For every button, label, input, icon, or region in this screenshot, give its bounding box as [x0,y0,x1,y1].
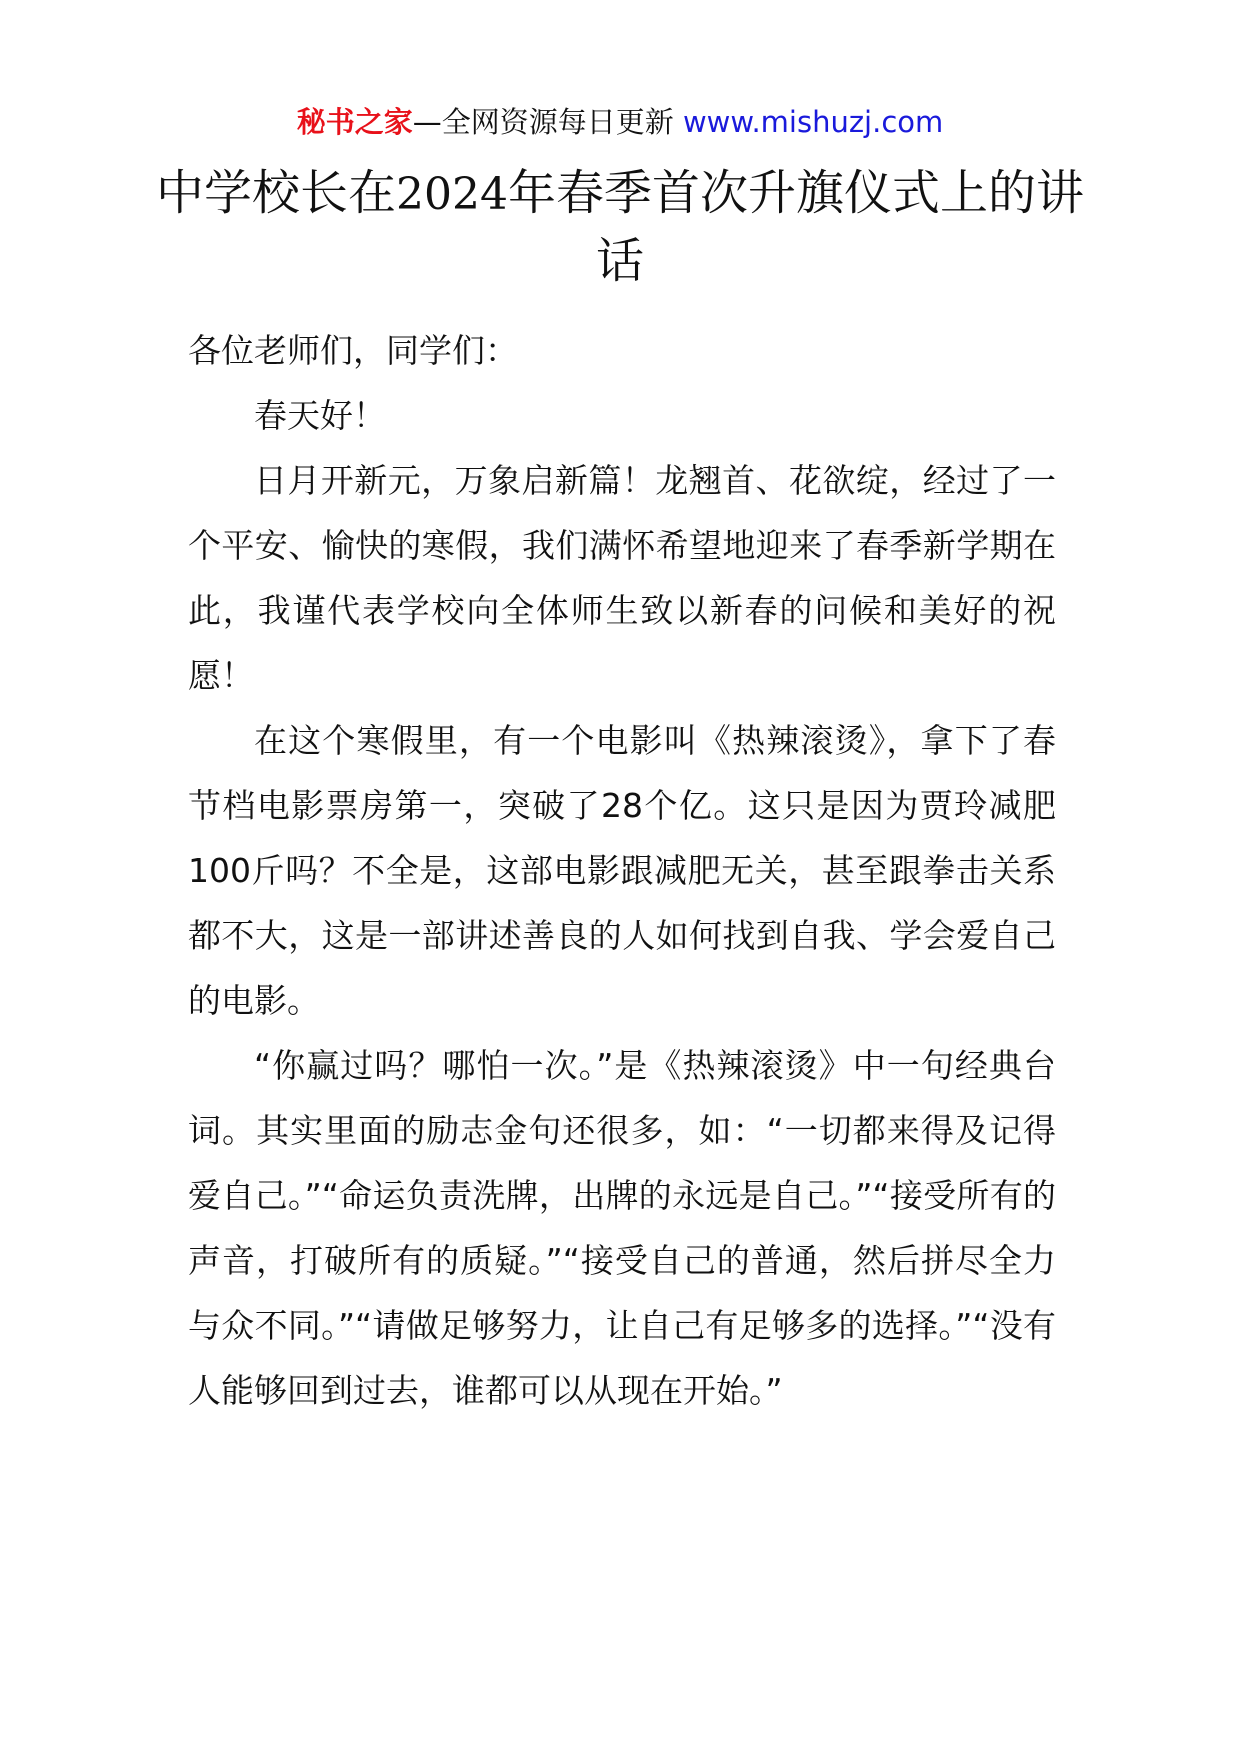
paragraph-greeting: 春天好！ [254,396,386,435]
title-part-2: 年春季首次升旗仪式上的讲话 [507,165,1084,289]
banner-tagline: —全网资源每日更新 [412,105,674,139]
banner-url: www.mishuzj.com [682,105,944,139]
watermark-banner [0,102,1240,142]
banner-brand: 秘书之家 [296,105,413,139]
salutation: 各位老师们，同学们： [188,331,518,370]
document-body [188,318,1056,1423]
title-part-1: 中学校长在 [155,165,396,221]
title-year: 2024 [396,169,508,220]
document-title [150,160,1090,294]
paragraph-movie: 在这个寒假里，有一个电影叫《热辣滚烫》，拿下了春节档电影票房第一，突破了28个亿。这只是因为贾玲减肥100斤吗？不全是，这部电影跟减肥无关，甚至跟拳击关系都不大，这是一部讲述善良的人如何找到自我、学会爱自己的电影。 [188,721,1056,1020]
paragraph-quotes: “你赢过吗？哪怕一次。”是《热辣滚烫》中一句经典台词。其实里面的励志金句还很多，如：“一切都来得及记得爱自己。”“命运负责洗牌，出牌的永远是自己。”“接受所有的声音，打破所有的质疑。”“接受自己的普通，然后拼尽全力与众不同。”“请做足够努力，让自己有足够多的选择。”“没有人能够回到过去，谁都可以从现在开始。” [188,1046,1056,1410]
paragraph-new-term: 日月开新元，万象启新篇！龙翘首、花欲绽，经过了一个平安、愉快的寒假，我们满怀希望地迎来了春季新学期在此，我谨代表学校向全体师生致以新春的问候和美好的祝愿！ [188,461,1056,695]
